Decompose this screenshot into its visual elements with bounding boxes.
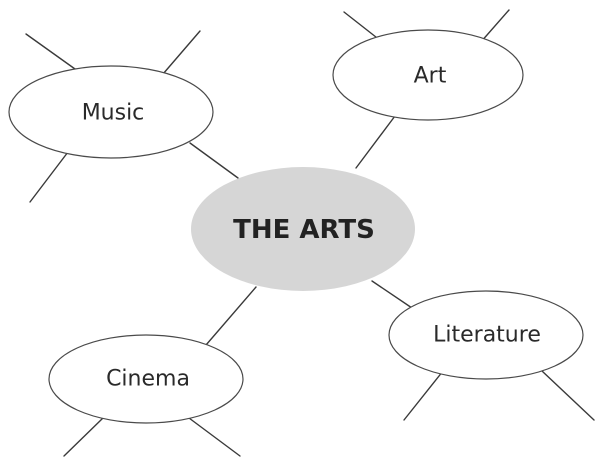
art-branch-top-left	[344, 12, 381, 41]
literature-branch-bottom-left	[404, 371, 443, 420]
connector-cinema	[206, 287, 256, 345]
connector-music	[190, 143, 238, 178]
connector-art	[356, 116, 395, 168]
connector-literature	[372, 281, 412, 308]
node-art-label: Art	[413, 63, 447, 89]
node-literature-label: Literature	[433, 322, 541, 348]
music-branch-top-right	[163, 31, 200, 74]
node-literature	[389, 291, 583, 379]
node-music	[9, 66, 213, 158]
music-branch-bottom-left	[30, 152, 68, 202]
node-cinema-label: Cinema	[106, 366, 190, 392]
music-branch-top-left	[26, 34, 82, 74]
cinema-branch-bottom-left	[64, 418, 103, 456]
node-music-label: Music	[81, 100, 145, 126]
center-label: THE ARTS	[233, 215, 375, 245]
node-art	[333, 30, 523, 120]
literature-branch-bottom-right	[542, 371, 594, 420]
cinema-branch-bottom-right	[189, 418, 240, 456]
node-cinema	[49, 335, 243, 423]
node-center	[191, 167, 415, 291]
art-branch-top-right	[480, 10, 509, 43]
